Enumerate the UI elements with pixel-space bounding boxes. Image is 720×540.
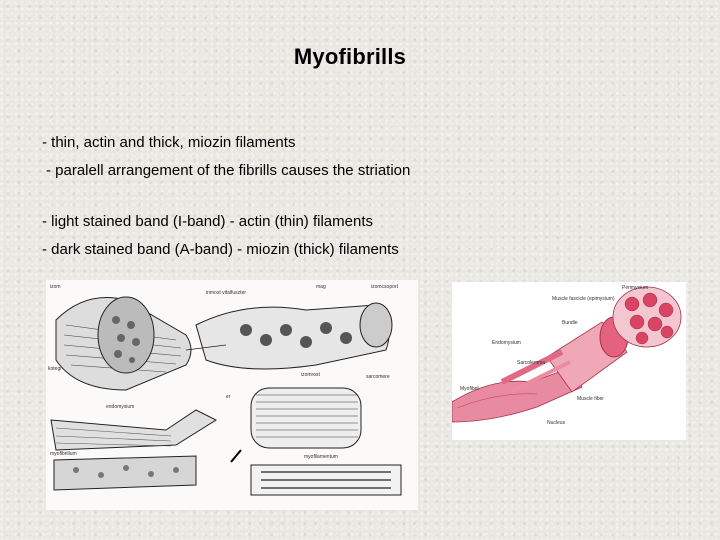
label-blood-vessel: er — [226, 394, 231, 400]
label-perimysium: inmost vitalfuszter — [206, 290, 247, 296]
label-endomysium: Endomysium — [492, 340, 521, 346]
muscle-structure-drawing — [46, 280, 418, 510]
bullet-filaments: - thin, actin and thick, miozin filaments — [42, 134, 296, 151]
muscle-color-diagram — [452, 282, 686, 440]
label-tendon: izomcsoport — [371, 284, 398, 290]
muscle-color-drawing — [452, 282, 686, 440]
label-bone: izom — [50, 284, 61, 290]
muscle-structure-diagram — [46, 280, 418, 510]
bullet-striation: - paralell arrangement of the fibrills causes the striation — [46, 162, 411, 179]
label-fascicle: kotegi — [48, 366, 62, 372]
label-endomysium: endomysium — [106, 404, 135, 410]
label-perimysium: Perimysium — [622, 285, 649, 291]
label-sarcomere: sarcomere — [366, 374, 390, 380]
label-nucleus: Nucleus — [547, 420, 566, 426]
label-muscle-fiber: izomrost — [301, 372, 320, 378]
bullet-i-band: - light stained band (I-band) - actin (thin) filaments — [42, 213, 373, 230]
bullet-a-band: - dark stained band (A-band) - miozin (thick) filaments — [42, 241, 399, 258]
label-bundle: Bundle — [562, 320, 578, 326]
label-nucleus: mag — [316, 284, 326, 290]
label-epimysium: Muscle fascicle (epimysium) — [552, 296, 615, 302]
slide-title: Myofibrills — [293, 44, 407, 69]
label-myofibril: Myofibril — [460, 386, 479, 392]
label-sarcolemma: Sarcolemma — [517, 360, 546, 366]
label-fiber: Muscle fiber — [577, 396, 604, 402]
label-filaments: myofilamentum — [304, 454, 338, 460]
label-myofibril: myofibrillum — [50, 451, 77, 457]
